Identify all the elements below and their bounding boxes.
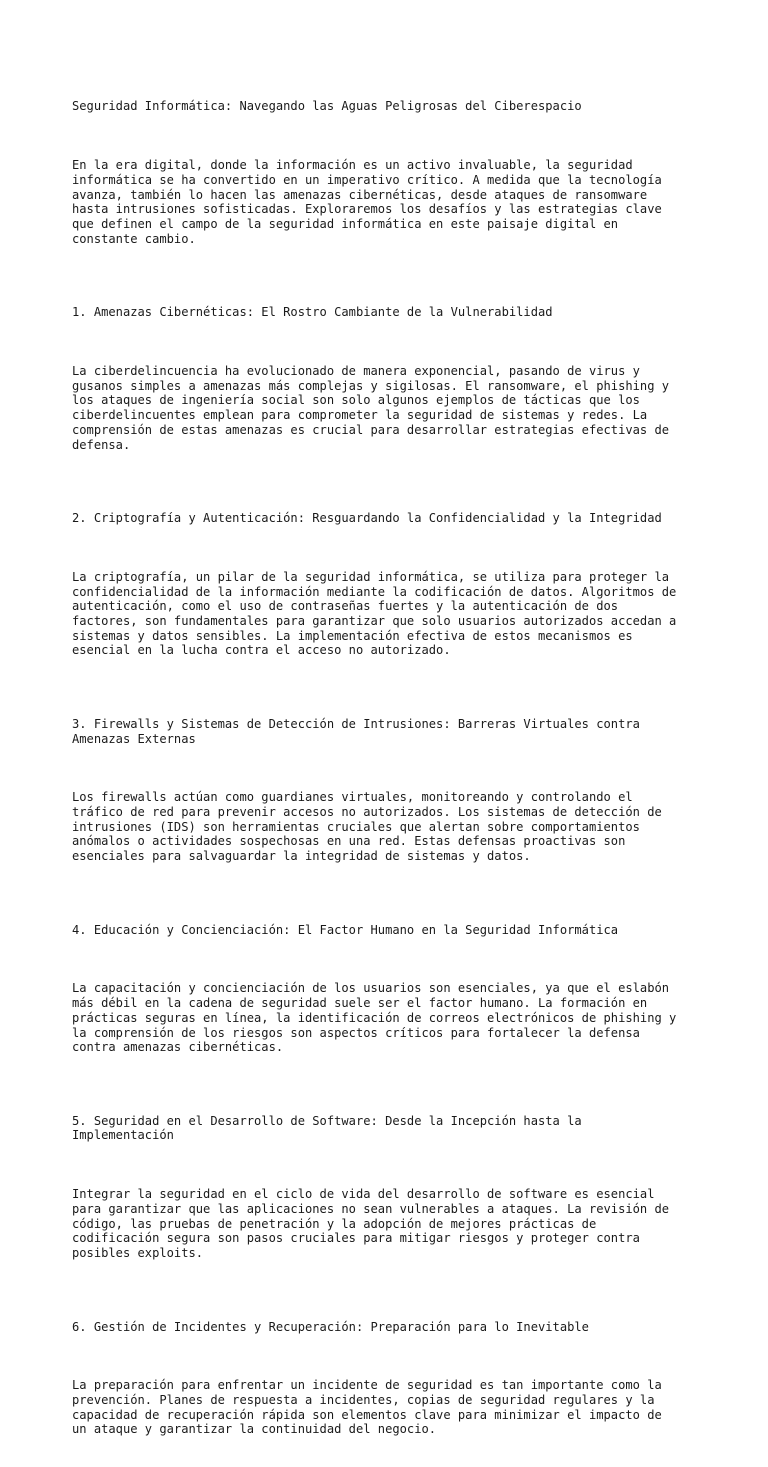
- section-heading-6: 6. Gestión de Incidentes y Recuperación: Preparación para lo Inevitable: [72, 1319, 589, 1334]
- section-body-4: La capacitación y concienciación de los usuarios son esenciales, ya que el eslabón más débil en la cadena de seguridad suele ser el factor humano. La formación en prácticas seguras en línea, la identificación de correos electrónicos de phishing y la comprensión de los riesgos son aspectos críticos para fortalecer la defensa contra amenazas cibernéticas.: [72, 981, 677, 1055]
- section-heading-5: 5. Seguridad en el Desarrollo de Software: Desde la Incepción hasta la Implementación: [72, 1113, 582, 1143]
- section-body-1: La ciberdelincuencia ha evolucionado de manera exponencial, pasando de virus y gusanos simples a amenazas más complejas y sigilosas. El ransomware, el phishing y los ataques de ingeniería social son solo algunos ejemplos de tácticas que los ciberdelincuentes emplean para comprometer la seguridad de sistemas y redes. La comprensión de estas amenazas es crucial para desarrollar estrategias efectivas de defensa.: [72, 364, 670, 452]
- section-heading-4: 4. Educación y Concienciación: El Factor Humano en la Seguridad Informática: [72, 922, 619, 937]
- section-body-3: Los firewalls actúan como guardianes virtuales, monitoreando y controlando el tráfico de red para prevenir accesos no autorizados. Los sistemas de detección de intrusiones (IDS) son herramientas cruciales que alertan sobre comportamientos anómalos o actividades sospechosas en una red. Estas defensas proactivas son esenciales para salvaguardar la integridad de sistemas y datos.: [72, 790, 662, 864]
- intro-paragraph: En la era digital, donde la información es un activo invaluable, la seguridad informática se ha convertido en un imperativo crítico. A medida que la tecnología avanza, también lo hacen las amenazas cibernéticas, desde ataques de ransomware hasta intrusiones sofisticadas. Exploraremos los desafíos y las estrategias clave que definen el campo de la seguridad informática en este paisaje digital en constante cambio.: [72, 158, 662, 246]
- section-heading-2: 2. Criptografía y Autenticación: Resguardando la Confidencialidad y la Integridad: [72, 511, 662, 526]
- document-title: Seguridad Informática: Navegando las Aguas Peligrosas del Ciberespacio: [72, 99, 582, 114]
- document-page: [72, 70, 712, 1467]
- section-body-6: La preparación para enfrentar un incidente de seguridad es tan importante como la prevención. Planes de respuesta a incidentes, copias de seguridad regulares y la capacidad de recuperación rápida son elementos clave para minimizar el impacto de un ataque y garantizar la continuidad del negocio.: [72, 1378, 662, 1437]
- section-heading-1: 1. Amenazas Cibernéticas: El Rostro Cambiante de la Vulnerabilidad: [72, 305, 553, 320]
- section-body-5: Integrar la seguridad en el ciclo de vida del desarrollo de software es esencial para garantizar que las aplicaciones no sean vulnerables a ataques. La revisión de código, las pruebas de penetración y la adopción de mejores prácticas de codificación segura son pasos cruciales para mitigar riesgos y proteger contra posibles exploits.: [72, 1187, 670, 1261]
- section-heading-3: 3. Firewalls y Sistemas de Detección de Intrusiones: Barreras Virtuales contra Amenazas Externas: [72, 716, 640, 746]
- section-body-2: La criptografía, un pilar de la seguridad informática, se utiliza para proteger la confidencialidad de la información mediante la codificación de datos. Algoritmos de autenticación, como el uso de contraseñas fuertes y la autenticación de dos factores, son fundamentales para garantizar que solo usuarios autorizados accedan a sistemas y datos sensibles. La implementación efectiva de estos mecanismos es esencial en la lucha contra el acceso no autorizado.: [72, 569, 677, 658]
